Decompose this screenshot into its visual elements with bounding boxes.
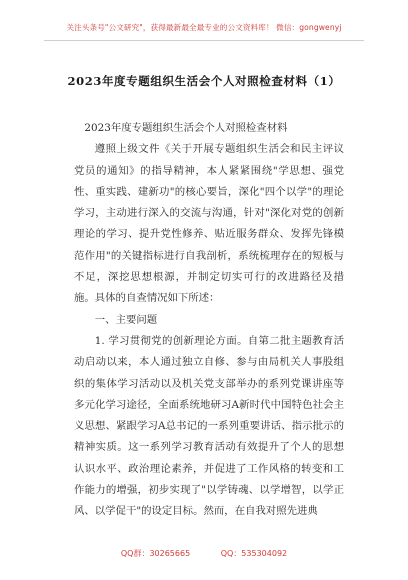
document-subtitle: 2023年度专题组织生活会个人对照检查材料 [84, 122, 288, 134]
paragraph-intro: 遵照上级文件《关于开展专题组织生活会和民主评议党员的通知》的指导精神，本人紧紧围绕"学思想、强党性、重实践、建新功"的核心要旨，深化"四个以学"的理论学习，主动进行深入的交流与沟通，针对"深化对党的创新理论的学习、提升党性修养、贴近服务群众、发挥先锋模范作用"的关键指标进行自我剖析，系统梳理存在的短板与不足，深挖思想根源，并制定切实可行的改进路径及措施。具体的自查情况如下所述： [74, 143, 344, 305]
footer-qq: QQ：535304092 [220, 549, 288, 558]
document-title: 2023年度专题组织生活会个人对照检查材料（1） [67, 74, 341, 88]
footer-contact [0, 548, 408, 559]
footer-qq-group: QQ群：30265665 [120, 549, 191, 558]
document-body [74, 118, 344, 523]
header-divider [44, 40, 364, 41]
section-heading: 一、主要问题 [94, 313, 158, 326]
paragraph-item-1: 1. 学习贯彻党的创新理论方面。自第二批主题教育活动启动以来，本人通过独立自修、参与由局机关人事股组织的集体学习活动以及机关党支部举办的系列党课讲座等多元化学习途径，全面系统地研习A新时代中国特色社会主义思想、紧跟学习A总书记的一系列重要讲话、指示批示的精神实质。这一系列学习教育活动有效提升了个人的思想认识水平、政治理论素养，并促进了工作风格的转变和工作能力的增强，初步实现了"以学铸魂、以学增智，以学正风、以学促干"的设定目标。然而，在自我对照先进典 [74, 334, 344, 518]
header-notice: 关注头条号"公文研究"，获得最新最全最专业的公文资料库！ 微信：gongwenyj [66, 23, 342, 32]
